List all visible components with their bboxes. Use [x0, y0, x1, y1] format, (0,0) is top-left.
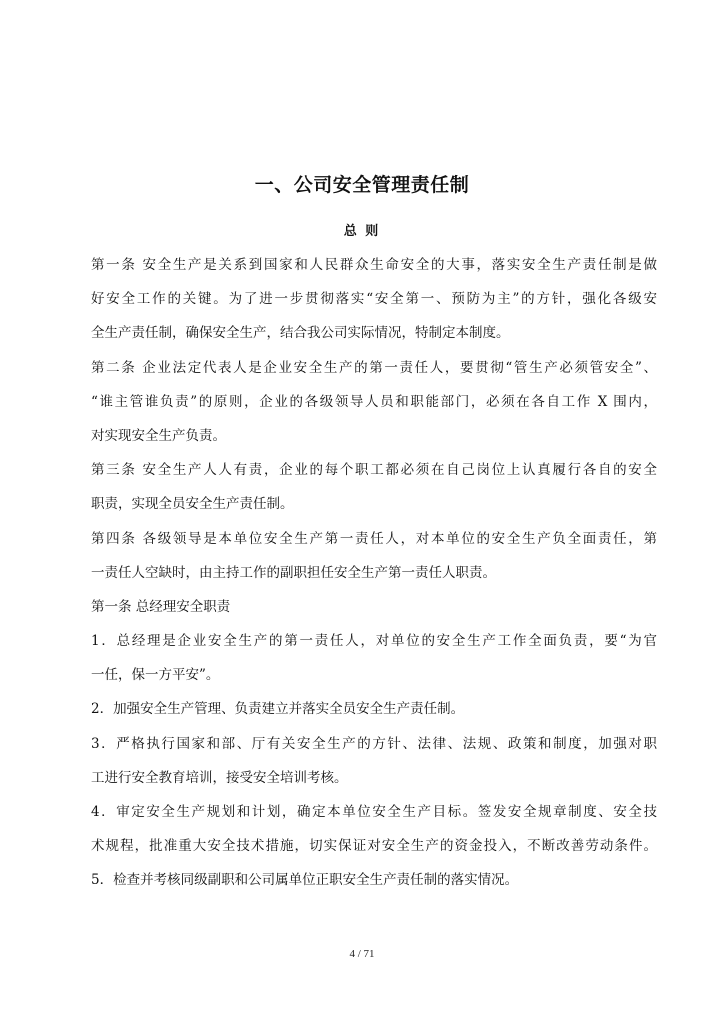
text-line: “谁主管谁负责”的原则，企业的各级领导人员和职能部门，必须在各自工作 X 围内， — [91, 393, 657, 410]
text-line: 第四条 各级领导是本单位安全生产第一责任人，对本单位的安全生产负全面责任，第 — [91, 530, 657, 547]
text-line: 对实现安全生产负责。 — [91, 427, 226, 444]
text-line: 5．检查并考核同级副职和公司属单位正职安全生产责任制的落实情况。 — [91, 872, 519, 889]
page-title: 一、公司安全管理责任制 — [254, 174, 470, 196]
text-line: 好安全工作的关键。为了进一步贯彻落实“安全第一、预防为主”的方针，强化各级安 — [91, 291, 657, 308]
text-line: 一任，保一方平安”。 — [91, 667, 220, 684]
section-heading: 总 则 — [343, 224, 381, 239]
text-line: 3．严格执行国家和部、厅有关安全生产的方针、法律、法规、政策和制度，加强对职 — [91, 735, 657, 752]
text-line: 1．总经理是企业安全生产的第一责任人，对单位的安全生产工作全面负责，要“为官 — [91, 633, 657, 650]
page-number: 4 / 71 — [349, 948, 375, 960]
text-line: 术规程，批准重大安全技术措施，切实保证对安全生产的资金投入，不断改善劳动条件。 — [91, 838, 657, 855]
text-line: 4．审定安全生产规划和计划，确定本单位安全生产目标。签发安全规章制度、安全技 — [91, 804, 657, 820]
text-line: 2．加强安全生产管理、负责建立并落实全员安全生产责任制。 — [91, 701, 465, 718]
text-line: 工进行安全教育培训，接受安全培训考核。 — [91, 769, 348, 786]
text-line: 第一条 安全生产是关系到国家和人民群众生命安全的大事，落实安全生产责任制是做 — [91, 257, 657, 273]
text-line: 全生产责任制，确保安全生产，结合我公司实际情况，特制定本制度。 — [91, 325, 510, 342]
text-line: 第三条 安全生产人人有责，企业的每个职工都必须在自己岗位上认真履行各自的安全 — [91, 462, 657, 479]
text-line: 第二条 企业法定代表人是企业安全生产的第一责任人，要贯彻“管生产必须管安全”、 — [91, 359, 657, 376]
text-line: 第一条 总经理安全职责 — [91, 598, 231, 615]
text-line: 职责，实现全员安全生产责任制。 — [91, 496, 294, 513]
text-line: 一责任人空缺时，由主持工作的副职担任安全生产第一责任人职责。 — [91, 564, 496, 581]
document-body — [91, 248, 657, 898]
